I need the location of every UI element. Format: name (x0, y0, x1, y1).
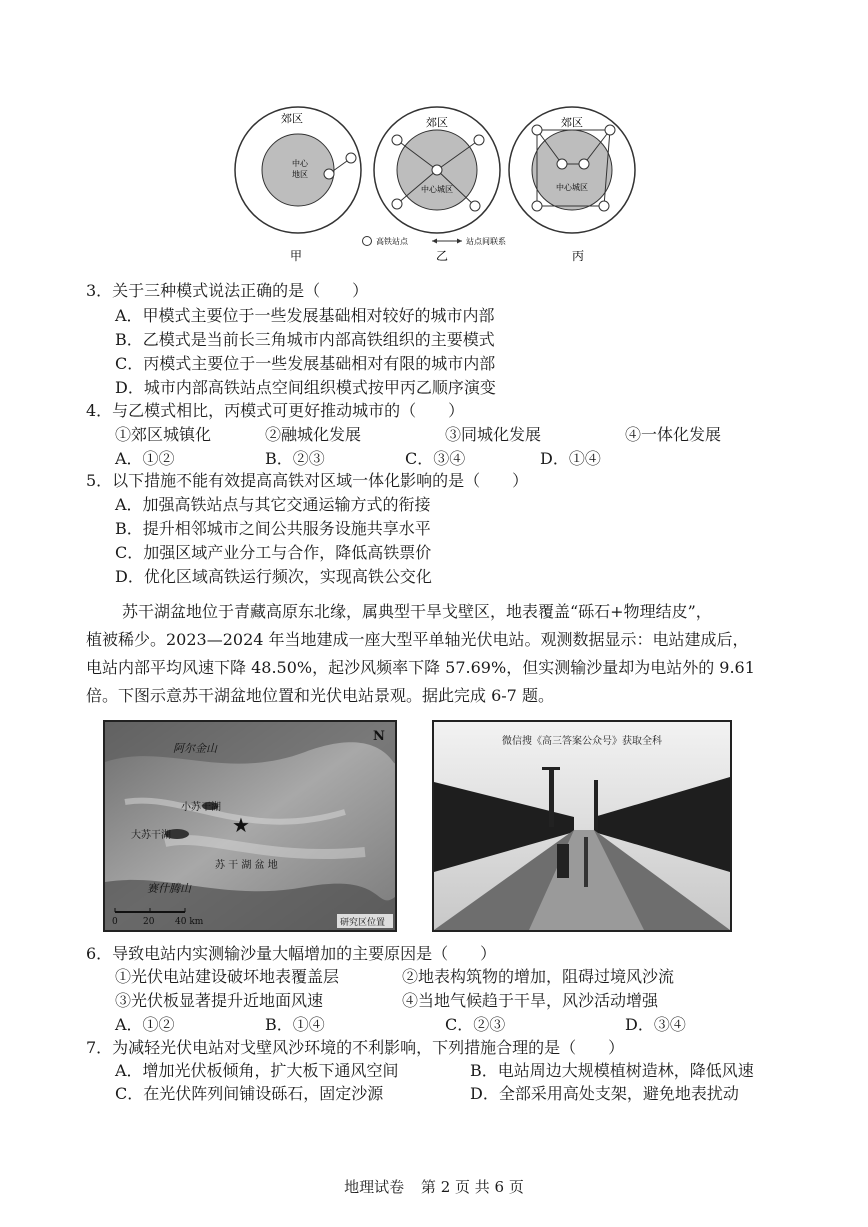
pv-station-photo (432, 720, 732, 932)
q5-option-a[interactable]: A．加强高铁站点与其它交通运输方式的衔接 (115, 495, 431, 514)
suburb-label-jia: 郊区 (281, 112, 303, 125)
q4-item-3: ③同城化发展 (445, 425, 542, 444)
q6-item-4: ④当地气候趋于干旱，风沙活动增强 (402, 991, 659, 1010)
model-yi-diagram (374, 107, 500, 233)
footer-page-number: 第 2 页 共 6 页 (420, 1178, 524, 1196)
model-bing-diagram (509, 107, 635, 233)
caption-yi: 乙 (436, 249, 449, 263)
svg-text:中心: 中心 (292, 159, 308, 168)
map-label-altun: 阿尔金山 (173, 742, 217, 755)
q4-option-b[interactable]: B．②③ (265, 449, 325, 468)
sugan-lake-map (103, 720, 397, 932)
q4-item-1: ①郊区城镇化 (115, 425, 212, 444)
q7-option-a[interactable]: A．增加光伏板倾角，扩大板下通风空间 (115, 1061, 399, 1080)
q4-item-2: ②融城化发展 (265, 425, 362, 444)
q6-stem: 6．导致电站内实测输沙量大幅增加的主要原因是（ ） (86, 944, 497, 963)
suburb-label-yi: 郊区 (426, 116, 448, 129)
passage-line-2: 植被稀少。2023—2024 年当地建成一座大型平单轴光伏电站。观测数据显示：电站建成后， (86, 630, 749, 649)
q4-stem: 4．与乙模式相比，丙模式可更好推动城市的（ ） (86, 401, 465, 420)
svg-text:地区: 地区 (292, 170, 308, 179)
q3-option-c[interactable]: C．丙模式主要位于一些发展基础相对有限的城市内部 (115, 354, 496, 373)
map-label-small-lake: 小苏干湖 (181, 802, 221, 813)
q3-option-d[interactable]: D．城市内部高铁站点空间组织模式按甲丙乙顺序演变 (115, 378, 496, 397)
q4-item-4: ④一体化发展 (625, 425, 722, 444)
page-footer (0, 1176, 868, 1197)
model-jia-diagram (235, 107, 361, 233)
q6-item-3: ③光伏板显著提升近地面风速 (115, 991, 324, 1010)
q6-option-d[interactable]: D．③④ (625, 1015, 686, 1034)
scale-0: 0 (112, 917, 118, 927)
passage-line-3: 电站内部平均风速下降 48.50%，起沙风频率下降 57.69%，但实测输沙量却为电站外的 9.61 (86, 658, 755, 677)
scale-40: 40 km (175, 917, 204, 927)
q3-option-b[interactable]: B．乙模式是当前长三角城市内部高铁组织的主要模式 (115, 330, 495, 349)
center-label-yi: 中心城区 (421, 185, 453, 194)
footer-subject: 地理试卷 (344, 1178, 405, 1196)
q5-option-c[interactable]: C．加强区域产业分工与合作，降低高铁票价 (115, 543, 432, 562)
passage-line-1: 苏干湖盆地位于青藏高原东北缘，属典型干旱戈壁区，地表覆盖“砾石+物理结皮”， (122, 602, 712, 621)
svg-text:★: ★ (232, 813, 250, 837)
diagram-legend (363, 236, 507, 246)
map-label-big-lake: 大苏干湖 (131, 830, 171, 841)
q6-item-2: ②地表构筑物的增加，阻碍过境风沙流 (402, 967, 675, 986)
passage-line-4: 倍。下图示意苏干湖盆地位置和光伏电站景观。据此完成 6-7 题。 (86, 686, 554, 705)
q4-option-a[interactable]: A．①② (115, 449, 175, 468)
q7-option-b[interactable]: B．电站周边大规模植树造林，降低风速 (470, 1061, 754, 1080)
study-area-label: 研究区位置 (340, 918, 386, 928)
map-label-mountain: 赛什腾山 (147, 882, 191, 895)
q7-option-c[interactable]: C．在光伏阵列间铺设砾石，固定沙源 (115, 1084, 384, 1103)
q6-item-1: ①光伏电站建设破坏地表覆盖层 (115, 967, 340, 986)
q6-option-b[interactable]: B．①④ (265, 1015, 325, 1034)
q5-option-d[interactable]: D．优化区域高铁运行频次，实现高铁公交化 (115, 567, 432, 586)
legend-station-label: 高铁站点 (376, 237, 408, 246)
q4-option-c[interactable]: C．③④ (405, 449, 466, 468)
q3-option-a[interactable]: A．甲模式主要位于一些发展基础相对较好的城市内部 (115, 306, 495, 325)
caption-bing: 丙 (572, 249, 585, 263)
caption-jia: 甲 (290, 249, 303, 263)
q5-option-b[interactable]: B．提升相邻城市之间公共服务设施共享水平 (115, 519, 431, 538)
photo-watermark: 微信搜《高三答案公众号》获取全科 (502, 736, 662, 747)
north-arrow-icon: N (373, 729, 385, 744)
q7-option-d[interactable]: D．全部采用高处支架，避免地表扰动 (470, 1084, 739, 1103)
q5-stem: 5．以下措施不能有效提高高铁对区域一体化影响的是（ ） (86, 471, 529, 490)
scale-20: 20 (143, 917, 155, 927)
legend-link-label: 站点间联系 (466, 237, 506, 246)
q4-option-d[interactable]: D．①④ (540, 449, 601, 468)
map-label-basin: 苏 干 湖 盆 地 (215, 860, 278, 871)
q7-stem: 7．为减轻光伏电站对戈壁风沙环境的不利影响，下列措施合理的是（ ） (86, 1038, 625, 1057)
q3-stem: 3．关于三种模式说法正确的是（ ） (86, 281, 369, 300)
station-model-diagrams (232, 104, 642, 264)
center-label-bing: 中心城区 (556, 183, 588, 192)
suburb-label-bing: 郊区 (561, 116, 583, 129)
q6-option-c[interactable]: C．②③ (445, 1015, 506, 1034)
q6-option-a[interactable]: A．①② (115, 1015, 175, 1034)
